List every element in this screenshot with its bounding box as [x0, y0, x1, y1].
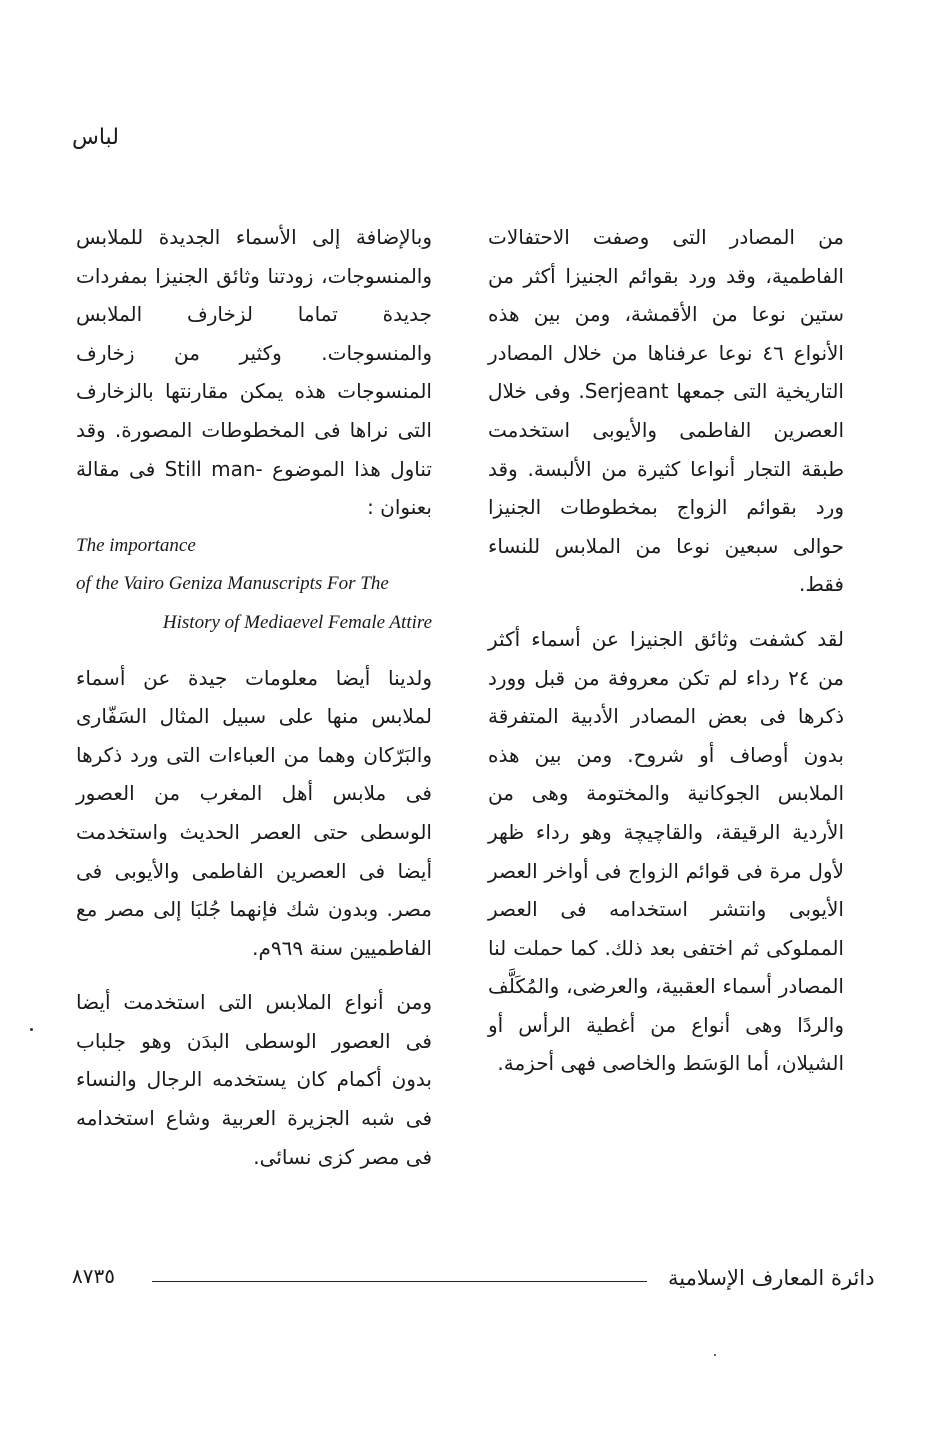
right-paragraph-1	[488, 218, 844, 604]
footer-rule	[152, 1281, 647, 1282]
paragraph-text: ولدينا أيضا معلومات جيدة عن أسماء لملابس منها على سبيل المثال السَفّارى والبَرّكان وهما من العباءات التى ورد ذكرها فى ملابس أهل المغرب من العصور الوسطى حتى العصر الحديث واستخدمت أيضا فى العصرين الفاطمى والأيوبى فى مصر. وبدون شك فإنهما جُلبَا إلى مصر مع الفاطميين سنة ٩٦٩م.	[76, 665, 432, 960]
footer-title: دائرة المعارف الإسلامية	[668, 1266, 875, 1290]
paragraph-text	[76, 218, 432, 643]
right-paragraph-2	[488, 620, 844, 1083]
paragraph-text: ومن أنواع الملابس التى استخدمت أيضا فى العصور الوسطى البدَن وهو جلباب بدون أكمام كان يستخدمه الرجال والنساء فى شبه الجزيرة العربية وشاع استخدامه فى مصر كزى نسائى.	[76, 990, 432, 1169]
left-paragraph-1	[76, 218, 432, 643]
left-paragraph-2	[76, 659, 432, 968]
article-title-latin-3: History of Mediaevel Female Attire	[162, 611, 432, 633]
left-column	[76, 218, 432, 1192]
paragraph-text-arabic: وبالإضافة إلى الأسماء الجديدة للملابس والمنسوجات، زودتنا وثائق الجنيزا بمفردات جديدة تماما لزخارف الملابس والمنسوجات. وكثير من زخارف المنسوجات هذه يمكن مقارنتها بالزخارف التى نراها فى المخطوطات المصورة. وقد تناول هذا الموضوع -Still man فى مقالة بعنوان :	[76, 225, 432, 520]
paragraph-text: لقد كشفت وثائق الجنيزا عن أسماء أكثر من ٢٤ رداء لم تكن معروفة من قبل وورد ذكرها فى بعض المصادر الأدبية المتفرقة بدون أوصاف أو شروح. ومن بين هذه الملابس الجوكانية والمختومة وهى من الأردية الرقيقة، والقاچيچة وهو رداء ظهر لأول مرة فى قوائم الزواج فى أواخر العصر الأيوبى وانتشر استخدامه فى العصر المملوكى ثم اختفى بعد ذلك. كما حملت لنا المصادر أسماء العقبية، والعرضى، والمُكَلَّف والردًا وهى أنواع من أغطية الرأس أو الشيلان، أما الوَسَط والخاصى فهى أحزمة.	[488, 626, 845, 1076]
scan-speck	[30, 1028, 33, 1031]
article-title-latin-2: of the Vairo Geniza Manuscripts For The	[76, 573, 389, 595]
running-header: لباس	[72, 125, 119, 150]
right-column	[488, 218, 844, 1099]
left-paragraph-3	[76, 983, 432, 1176]
article-title-latin-1: The importance	[76, 534, 196, 556]
scan-speck	[714, 1354, 716, 1356]
page-number: ٨٧٣٥	[72, 1264, 115, 1288]
paragraph-text: من المصادر التى وصفت الاحتفالات الفاطمية، وقد ورد بقوائم الجنيزا أكثر من ستين نوعا من الأقمشة، ومن بين هذه الأنواع ٤٦ نوعا عرفناها من خلال المصادر التاريخية التى جمعها Serjeant. وفى خلال العصرين الفاطمى والأيوبى استخدمت طبقة التجار أنواعا كثيرة من الألبسة. وقد ورد بقوائم الزواج بمخطوطات الجنيزا حوالى سبعين نوعا من الملابس للنساء فقط.	[488, 225, 844, 597]
